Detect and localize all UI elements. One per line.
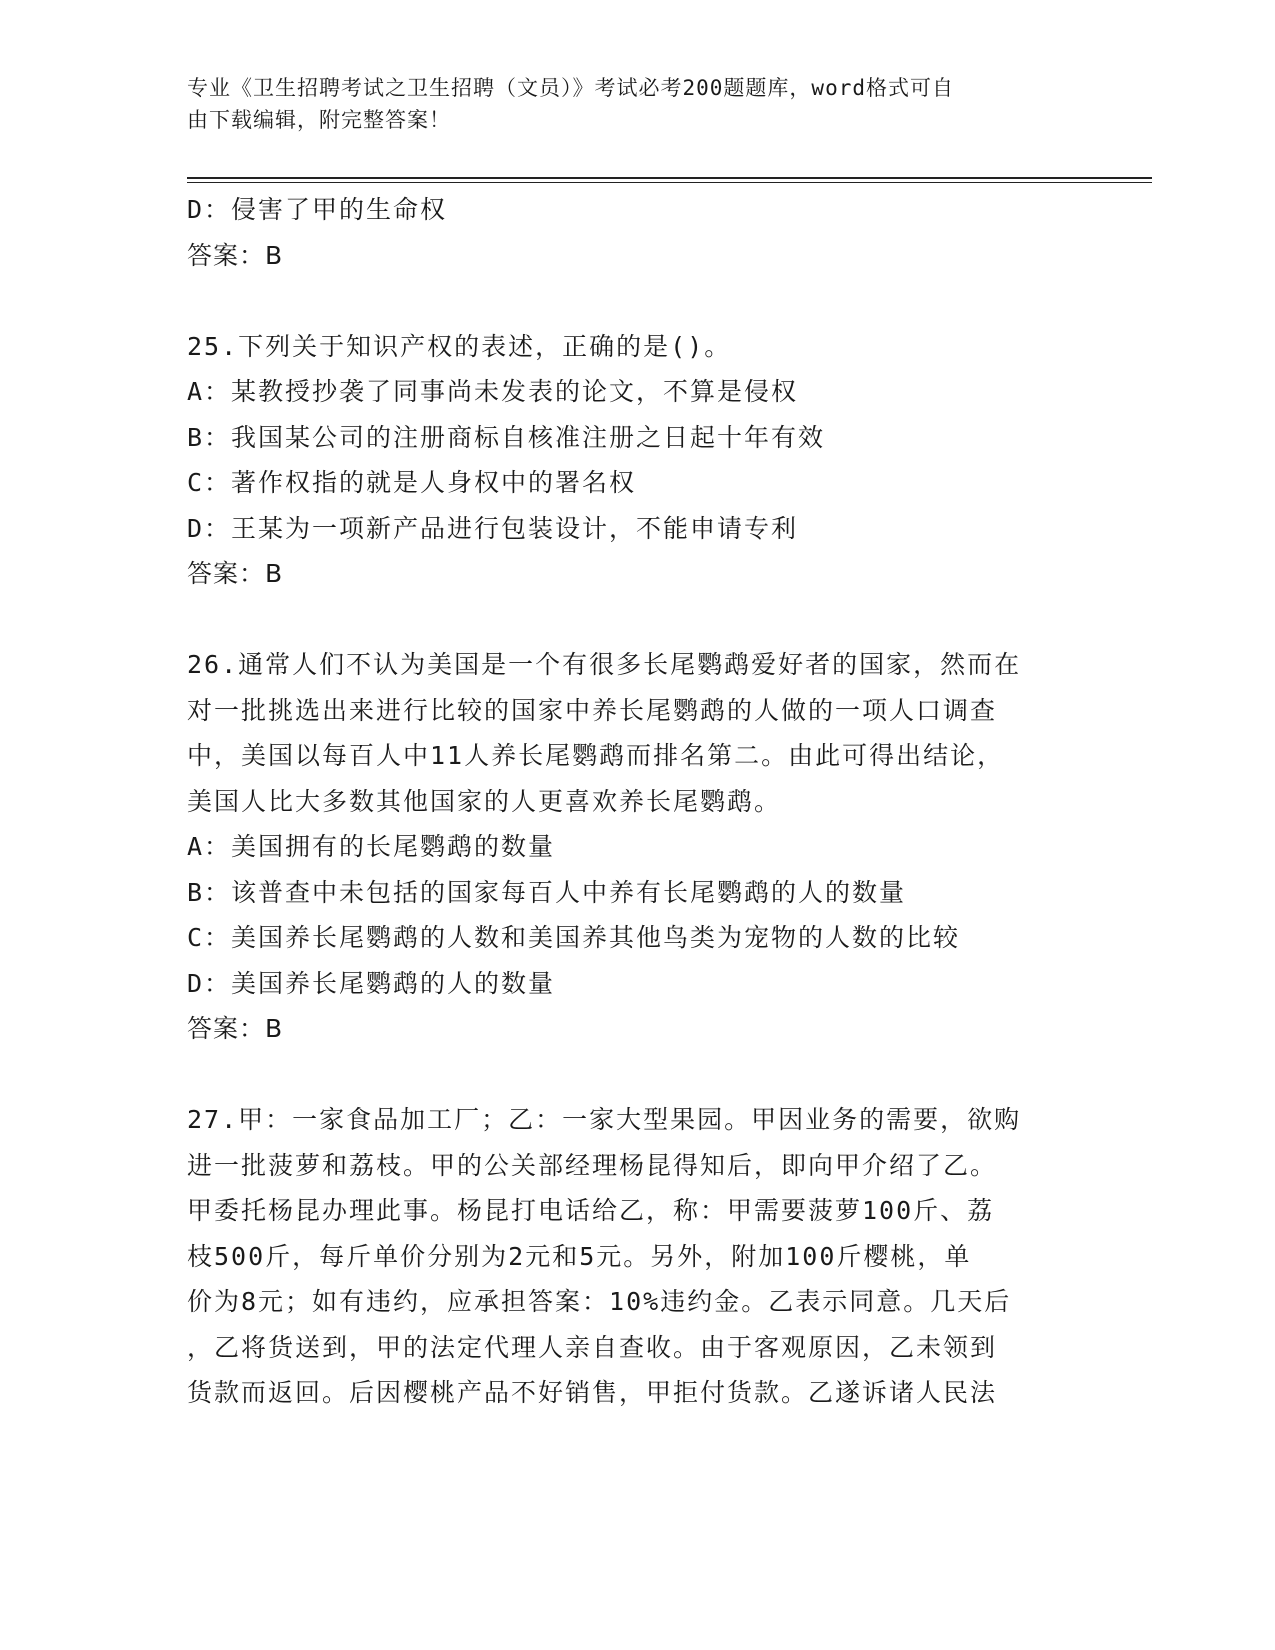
question-stem: 美国人比大多数其他国家的人更喜欢养长尾鹦鹉。: [187, 786, 782, 816]
question-stem: 25.下列关于知识产权的表述，正确的是()。: [187, 331, 732, 361]
answer: 答案：B: [187, 240, 284, 270]
question-body: [187, 187, 1087, 1416]
header-rule-thick: [187, 177, 1152, 179]
option-c: C：著作权指的就是人身权中的署名权: [187, 468, 637, 497]
option-b: B：我国某公司的注册商标自核准注册之日起十年有效: [187, 422, 826, 452]
question-stem: 27.甲：一家食品加工厂；乙：一家大型果园。甲因业务的需要，欲购: [187, 1105, 1022, 1134]
question-stem: 26.通常人们不认为美国是一个有很多长尾鹦鹉爱好者的国家，然而在: [187, 650, 1022, 679]
option-c: C：美国养长尾鹦鹉的人数和美国养其他鸟类为宠物的人数的比较: [187, 923, 961, 952]
option-d: D：侵害了甲的生命权: [187, 195, 448, 224]
question-27: [187, 1097, 1087, 1416]
answer: 答案：B: [187, 559, 284, 588]
option-b: B：该普查中未包括的国家每百人中养有长尾鹦鹉的人的数量: [187, 877, 907, 907]
question-stem: 枝500斤，每斤单价分别为2元和5元。另外，附加100斤樱桃，单: [187, 1241, 972, 1271]
header-rule-thin: [187, 182, 1152, 183]
question-25: [187, 324, 1087, 597]
page-header: [187, 72, 1077, 136]
question-stem: ，乙将货送到，甲的法定代理人亲自查收。由于客观原因，乙未领到: [187, 1332, 998, 1362]
question-stem: 货款而返回。后因樱桃产品不好销售，甲拒付货款。乙遂诉诸人民法: [187, 1378, 998, 1407]
option-d: D：美国养长尾鹦鹉的人的数量: [187, 968, 556, 998]
question-26: [187, 642, 1087, 1052]
question-stem: 甲委托杨昆办理此事。杨昆打电话给乙，称：甲需要菠萝100斤、荔: [187, 1196, 995, 1225]
header-line-2: 由下载编辑，附完整答案！: [187, 108, 451, 132]
question-stem: 中，美国以每百人中11人养长尾鹦鹉而排名第二。由此可得出结论，: [187, 741, 1005, 770]
option-a: A：某教授抄袭了同事尚未发表的论文，不算是侵权: [187, 377, 799, 406]
answer: 答案：B: [187, 1014, 284, 1043]
question-stem: 进一批菠萝和荔枝。甲的公关部经理杨昆得知后，即向甲介绍了乙。: [187, 1150, 998, 1180]
option-a: A：美国拥有的长尾鹦鹉的数量: [187, 832, 556, 861]
option-d: D：王某为一项新产品进行包装设计，不能申请专利: [187, 513, 799, 543]
question-stem: 对一批挑选出来进行比较的国家中养长尾鹦鹉的人做的一项人口调查: [187, 695, 998, 725]
question-stem: 价为8元；如有违约，应承担答案：10%违约金。乙表示同意。几天后: [187, 1287, 1012, 1316]
header-line-1: 专业《卫生招聘考试之卫生招聘（文员）》考试必考200题题库，word格式可自: [187, 76, 954, 100]
